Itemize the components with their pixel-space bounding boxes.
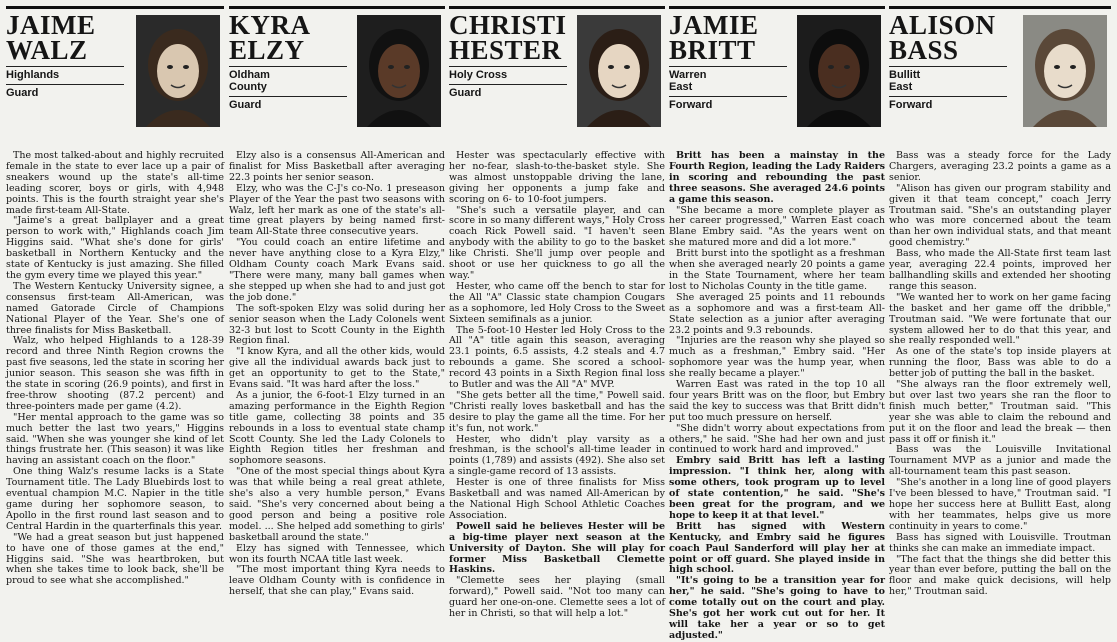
player-portrait-photo [1023, 15, 1107, 127]
article-paragraph: Hester is one of three finalists for Miss Basketball and was named All-American by the National High School Athletic Coaches Association. [449, 477, 665, 521]
article-paragraph: "One of the most special things about Kyra was that while being a real great athlete, she's also a very humble person," Evans said. "She's very concerned about being a good person and being a positive role model. ... She helped add something to girls' basketball around the state." [229, 466, 445, 543]
player-position: Guard [229, 99, 262, 111]
article-paragraph: "She gets better all the time," Powell said. "Christi really loves basketball and has the desire to play the game all the time. For her it's fun, not work." [449, 389, 665, 434]
article-paragraph: "You could coach an entire lifetime and never have anything close to a Kyra Elzy," Oldham County coach Mark Evans said. "There were many, many ball games when she stepped up when she had to and just got the job done." [229, 237, 445, 303]
player-column [669, 6, 885, 641]
school-line: County [229, 81, 267, 93]
divider [229, 66, 347, 67]
divider [449, 66, 567, 67]
article-paragraph: "She always ran the floor extremely well, but over last two years she ran the floor to finish much better," Troutman said. "This year she was able to claim the rebound and put it on the floor and lead the break — then pass it off or finish it." [889, 379, 1111, 445]
player-position: Guard [449, 87, 482, 99]
article-paragraph: "It's going to be a transition year for her," he said. "She's going to have to come totally out on the court and play. She's got her work cut out for her. It will take her a year or so to get adjusted." [669, 575, 885, 641]
player-school [889, 69, 1007, 93]
player-portrait-photo [797, 15, 881, 127]
article-paragraph: Britt has been a mainstay in the Fourth Region, leading the Lady Raiders in scoring and rebounding the past three seasons. She averaged 24.6 points a game this season. [669, 150, 885, 205]
article-paragraph: Britt burst into the spotlight as a freshman when she averaged nearly 20 points a game in the State Tournament, where her team lost to Nicholas County in the title game. [669, 248, 885, 292]
article-paragraph: As a junior, the 6-foot-1 Elzy turned in an amazing performance in the Eighth Region title game, collecting 38 points and 35 rebounds in a loss to eventual state champ Scott County. She led the Lady Colonels to Eighth Region titles her freshman and sophomore seasons. [229, 389, 445, 467]
player-school [449, 69, 567, 81]
article-paragraph: "Clemette sees her playing (small forward)," Powell said. "Not too many can guard her one-on-one. Clemette sees a lot of her in Christi, so that will help a lot." [449, 575, 665, 620]
player-name [669, 10, 787, 65]
article-paragraph: "We had a great season but just happened to have one of those games at the end," Higgins said. "She was heartbroken, but when she takes time to look back, she'll be proud to see what she accomplished." [6, 531, 224, 587]
article-paragraph: "I know Kyra, and all the other kids, would give all the individual awards back just to get an opportunity to get to the State," Evans said. "It was hard after the loss." [229, 346, 445, 391]
article-body [449, 151, 665, 620]
article-paragraph: Bass has signed with Louisville. Troutman thinks she can make an immediate impact. [889, 531, 1111, 554]
player-first-name: KYRA [229, 10, 311, 40]
player-header [449, 6, 665, 145]
article-paragraph: "She didn't worry about expectations from others," he said. "She had her own and just continued to work hard and improved." [669, 422, 885, 456]
article-paragraph: Hester, who came off the bench to star for the All "A" Classic state champion Cougars as a sophomore, led Holy Cross to the Sweet Sixteen semifinals as a junior. [449, 280, 666, 325]
article-paragraph: Bass, who made the All-State first team last year, averaging 22.4 points, improved her ballhandling skills and extended her shooting range this season. [889, 248, 1111, 292]
divider [889, 96, 1007, 97]
article-body [6, 151, 224, 587]
article-paragraph: Elzy, who was the C-J's co-No. 1 preseason Player of the Year the past two seasons with Walz, left her mark as one of the state's all-time great players by being named first-team All-State three consecutive years. [229, 182, 445, 238]
article-paragraph: "We wanted her to work on her game facing the basket and her game off the dribble," Troutman said. "We were fortunate that our system allowed her to do that this year, and she really responded well." [889, 291, 1111, 347]
article-paragraph: The Western Kentucky University signee, a consensus first-team All-American, was named Gatorade Circle of Champions National Player of the Year. She's one of three finalists for Miss Basketball. [6, 280, 224, 336]
school-line: East [889, 81, 913, 93]
player-school [669, 69, 787, 93]
article-paragraph: Warren East was rated in the top 10 all four years Britt was on the floor, but Embry said the key to success was that Britt didn't put too much pressure on herself. [669, 379, 885, 423]
portrait-icon [136, 15, 220, 127]
article-paragraph: "The fact that the things she did better this year than ever before, putting the ball on the floor and make quick decisions, will help her," Troutman said. [889, 553, 1111, 598]
divider [669, 96, 787, 97]
school-line: Warren [669, 69, 707, 81]
player-column [6, 6, 224, 606]
portrait-icon [797, 15, 881, 127]
article-paragraph: Elzy also is a consensus All-American and finalist for Miss Basketball after averaging 22.3 points her senior season. [229, 150, 445, 183]
portrait-icon [357, 15, 441, 127]
article-paragraph: She averaged 25 points and 11 rebounds as a sophomore and was a first-team All-State selection as a junior after averaging 23.2 points and 9.3 rebounds. [669, 291, 885, 336]
player-first-name: CHRISTI [449, 10, 567, 40]
school-line: Highlands [6, 69, 60, 81]
school-line: Bullitt [889, 69, 921, 81]
school-line: East [669, 81, 693, 93]
player-last-name: BRITT [669, 35, 756, 65]
school-line: Oldham [229, 69, 270, 81]
player-name [449, 10, 567, 65]
article-paragraph: "The most important thing Kyra needs to leave Oldham County with is confidence in herself, that she can play," Evans said. [229, 564, 445, 598]
article-body [889, 151, 1111, 598]
article-paragraph: "Jaime's a great ballplayer and a great person to work with," Highlands coach Jim Higgins said. "What she's done for girls' basketball in Northern Kentucky and the state of Kentucky is just amazing. She filled the gym every time we played this year." [6, 215, 224, 281]
article-paragraph: Bass was the Louisville Invitational Tournament MVP as a junior and made the all-tournament team this past season. [889, 444, 1111, 478]
divider [449, 84, 567, 85]
player-school [6, 69, 124, 81]
player-header [229, 6, 445, 145]
article-paragraph: "Her mental approach to the game was so much better the last two years," Higgins said. "When she was younger she kind of let things frustrate her. (This season) it was like having an assistant coach on the floor." [6, 411, 224, 467]
player-header [669, 6, 885, 145]
player-name [889, 10, 1007, 65]
divider [669, 66, 787, 67]
player-last-name: WALZ [6, 35, 88, 65]
article-paragraph: The most talked-about and highly recruited female in the state to ever lace up a pair of sneakers wound up the state's all-time leading scorer, boys or girls, with 4,948 points. This is the fourth straight year she's made first-team All-State. [6, 150, 224, 216]
player-position: Guard [6, 87, 39, 99]
article-paragraph: Hester was spectacularly effective with her no-fear, slash-to-the-basket style. She was almost unstoppable driving the lane, giving her opponents a jump fake and scoring on 6- to 10-foot jumpers. [449, 150, 665, 205]
player-last-name: HESTER [449, 35, 562, 65]
portrait-icon [1023, 15, 1107, 127]
divider [889, 66, 1007, 67]
article-paragraph: "She became a more complete player as her career progressed," Warren East coach Blane Embry said. "As the years went on she matured more and did a lot more." [669, 204, 885, 249]
player-first-name: JAIME [6, 10, 96, 40]
article-paragraph: As one of the state's top inside players at running the floor, Bass was able to do a better job of putting the ball in the basket. [889, 346, 1111, 380]
player-portrait-photo [577, 15, 661, 127]
player-portrait-photo [136, 15, 220, 127]
article-paragraph: "Injuries are the reason why she played so much as a freshman," Embry said. "Her sophomore year was the hump year, when she really became a player." [669, 335, 885, 380]
player-school [229, 69, 347, 93]
player-position: Forward [669, 99, 713, 111]
article-paragraph: Walz, who helped Highlands to a 128-39 record and three Ninth Region crowns the past five seasons, led the state in scoring her junior season. This season she was fifth in the state in scoring (26.9 points), and first in free-throw shooting (87.2 percent) and three-pointers made per game (4.2). [6, 335, 224, 412]
school-line: Holy Cross [449, 69, 508, 81]
player-header [889, 6, 1111, 145]
player-position: Forward [889, 99, 933, 111]
player-column [449, 6, 666, 620]
article-body [669, 151, 885, 642]
player-first-name: ALISON [889, 10, 996, 40]
player-header [6, 6, 224, 145]
article-paragraph: "Alison has given our program stability and given it that team concept," coach Jerry Troutman said. "She's an outstanding player who was more concerned about the team than her own individual stats, and that meant good chemistry." [889, 182, 1111, 249]
player-portrait-photo [357, 15, 441, 127]
article-paragraph: One thing Walz's resume lacks is a State Tournament title. The Lady Bluebirds lost to eventual champion M.C. Napier in the title game during her sophomore season, to Apollo in the first round last season and to Central Hardin in the quarterfinals this year. [6, 466, 224, 532]
article-paragraph: Elzy has signed with Tennessee, which won its fourth NCAA title last week. [229, 542, 445, 565]
divider [6, 66, 124, 67]
portrait-icon [577, 15, 661, 127]
article-paragraph: Bass was a steady force for the Lady Chargers, averaging 23.2 points a game as a senior. [889, 150, 1111, 183]
article-body [229, 151, 445, 598]
article-paragraph: Embry said Britt has left a lasting impression. "I think her, along with some others, took program up to level of state contention," he said. "She's been great for the program, and we hope to keep it at that level." [669, 455, 885, 521]
article-paragraph: "She's another in a long line of good players I've been blessed to have," Troutman said. "I hope her success here at Bullitt East, along with her teammates, helps give us more continuity in years to come." [889, 477, 1111, 532]
divider [6, 84, 124, 85]
article-paragraph: The 5-foot-10 Hester led Holy Cross to the All "A" title again this season, averaging 23.1 points, 6.5 assists, 4.2 steals and 4.7 rebounds a game. She scored a school-record 43 points in a Sixth Region final loss to Butler and was the All "A" MVP. [449, 324, 665, 391]
article-paragraph: "She's such a versatile player, and can score in so many different ways," Holy Cross coach Rick Powell said. "I haven't seen anybody with the ability to go to the basket like Christi. She'll jump over people and shoot or use her quickness to go all the way." [449, 204, 665, 281]
player-name [229, 10, 347, 65]
article-paragraph: The soft-spoken Elzy was solid during her senior season when the Lady Colonels went 32-3 but lost to Scott County in the Eighth Region final. [229, 302, 445, 347]
player-last-name: ELZY [229, 35, 305, 65]
player-name [6, 10, 124, 65]
player-first-name: JAMIE [669, 10, 759, 40]
player-last-name: BASS [889, 35, 959, 65]
article-paragraph: Britt has signed with Western Kentucky, and Embry said he figures coach Paul Sanderford will play her at point or off guard. She played inside in high school. [669, 520, 885, 576]
player-column [889, 6, 1111, 606]
article-paragraph: Powell said he believes Hester will be a big-time player next season at the University of Dayton. She will play for former Miss Basketball Clemette Haskins. [449, 520, 665, 576]
article-paragraph: Hester, who didn't play varsity as a freshman, is the school's all-time leader in points (1,789) and assists (492). She also set a single-game record of 13 assists. [449, 433, 665, 478]
player-column [229, 6, 445, 606]
divider [229, 96, 347, 97]
